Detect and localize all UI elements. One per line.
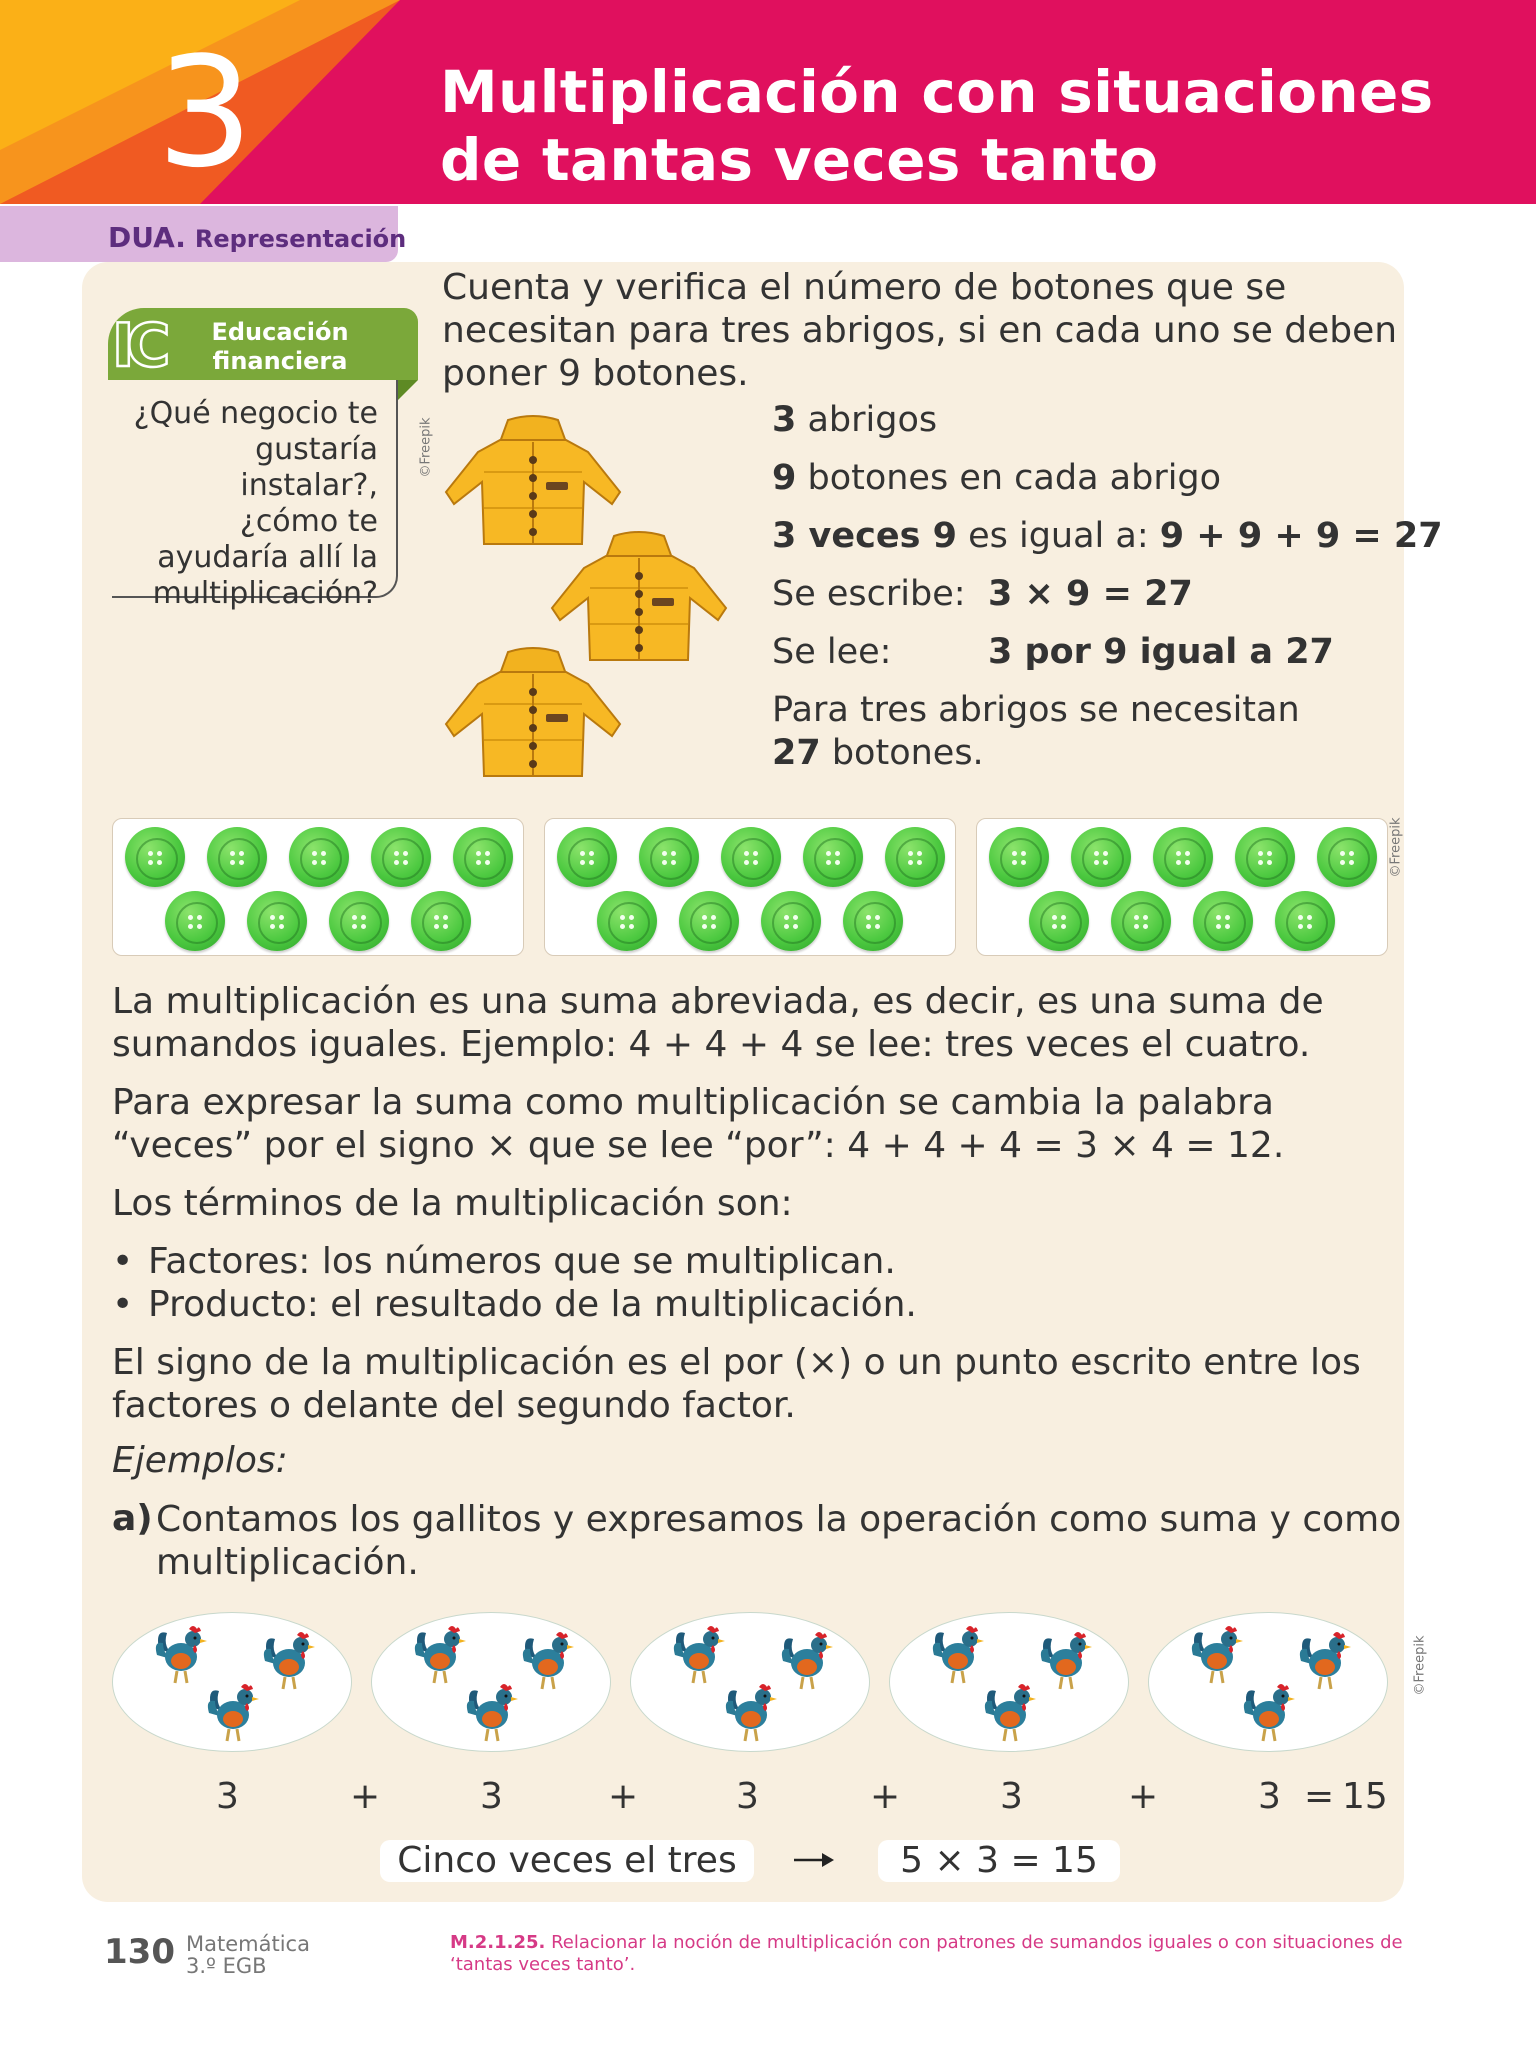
button-hole: [875, 915, 880, 920]
button-hole: [279, 924, 284, 929]
sum-addend: 3: [736, 1776, 759, 1817]
paragraph-line: “veces” por el signo × que se lee “por”: 4 + 4 + 4 = 3 × 4 = 12.: [112, 1125, 1285, 1166]
fact-label: Se escribe:: [772, 574, 966, 614]
button-hole: [1012, 860, 1017, 865]
button-hole: [744, 860, 749, 865]
button-icon: [411, 891, 471, 951]
button-icon: [1153, 827, 1213, 887]
button-group: [112, 818, 524, 956]
image-credit: ©Freepik: [1412, 1635, 1428, 1696]
button-hole: [361, 924, 366, 929]
button-hole: [197, 915, 202, 920]
button-hole: [620, 924, 625, 929]
button-hole: [352, 924, 357, 929]
button-group: [976, 818, 1388, 956]
button-hole: [1134, 915, 1139, 920]
button-hole: [1349, 860, 1354, 865]
rooster-icon: [1038, 1625, 1096, 1691]
button-icon: [1071, 827, 1131, 887]
fact-read-value: [988, 632, 1334, 672]
sum-addend: 3: [1258, 1776, 1281, 1817]
button-hole: [1143, 924, 1148, 929]
button-hole: [197, 924, 202, 929]
ic-title-line-2: financiera: [212, 347, 348, 375]
example-line: Contamos los gallitos y expresamos la operación como suma y como: [156, 1499, 1402, 1540]
button-hole: [1258, 860, 1263, 865]
button-hole: [620, 915, 625, 920]
button-hole: [312, 851, 317, 856]
button-icon: [1029, 891, 1089, 951]
button-hole: [580, 851, 585, 856]
rooster-icon: [1189, 1619, 1247, 1685]
button-hole: [662, 860, 667, 865]
button-hole: [1307, 915, 1312, 920]
sum-equals: =: [1304, 1776, 1335, 1817]
button-hole: [1216, 915, 1221, 920]
paragraph-line: sumandos iguales. Ejemplo: 4 + 4 + 4 se lee: tres veces el cuatro.: [112, 1024, 1311, 1065]
button-hole: [1103, 860, 1108, 865]
button-hole: [793, 924, 798, 929]
paragraph-times-sign: [112, 1081, 1412, 1167]
button-icon: [761, 891, 821, 951]
button-hole: [1225, 924, 1230, 929]
fact-equation: 3 × 9 = 27: [988, 574, 1193, 614]
sum-plus: +: [870, 1776, 901, 1817]
button-hole: [1298, 924, 1303, 929]
button-hole: [1185, 851, 1190, 856]
button-hole: [1267, 860, 1272, 865]
paragraph-definition: [112, 980, 1412, 1066]
button-icon: [453, 827, 513, 887]
fact-number: 27: [772, 733, 821, 773]
button-icon: [885, 827, 945, 887]
rooster-group: [889, 1612, 1129, 1752]
button-hole: [917, 851, 922, 856]
button-hole: [403, 851, 408, 856]
title-line-1: Multiplicación con situaciones: [440, 58, 1434, 126]
button-hole: [702, 924, 707, 929]
ic-question: [110, 396, 378, 612]
curriculum-objective: [450, 1932, 1410, 1976]
subject-grade: 3.º EGB: [186, 1954, 267, 1978]
ic-question-line: multiplicación?: [152, 576, 378, 611]
button-icon: [639, 827, 699, 887]
bullet-dot-icon: •: [112, 1241, 134, 1282]
button-hole: [1176, 860, 1181, 865]
bullet-dot-icon: •: [112, 1284, 134, 1325]
button-hole: [476, 860, 481, 865]
button-hole: [908, 851, 913, 856]
rooster-icon: [982, 1677, 1040, 1743]
button-icon: [371, 827, 431, 887]
ic-question-line: ¿cómo te: [239, 504, 378, 539]
button-hole: [239, 851, 244, 856]
title-line-2: de tantas veces tanto: [440, 126, 1159, 194]
dua-label: [108, 221, 406, 254]
button-hole: [279, 915, 284, 920]
button-hole: [826, 851, 831, 856]
button-icon: [989, 827, 1049, 887]
rooster-icon: [153, 1619, 211, 1685]
sum-addend: 3: [480, 1776, 503, 1817]
jacket-illustration: [438, 644, 628, 784]
button-icon: [1235, 827, 1295, 887]
fact-repeated-sum: [772, 516, 1443, 556]
rooster-group: [371, 1612, 611, 1752]
button-hole: [352, 915, 357, 920]
fact-number: 3: [772, 400, 797, 440]
button-hole: [157, 860, 162, 865]
button-hole: [394, 851, 399, 856]
bullet-factors: [112, 1240, 1412, 1283]
button-hole: [1021, 851, 1026, 856]
fact-read: [772, 632, 891, 672]
ic-title-line-1: Educación: [211, 318, 349, 346]
rooster-icon: [1241, 1677, 1299, 1743]
rooster-icon: [261, 1625, 319, 1691]
button-hole: [826, 860, 831, 865]
button-hole: [1258, 851, 1263, 856]
fact-bold: 3 veces 9: [772, 516, 957, 556]
button-hole: [744, 851, 749, 856]
button-hole: [1298, 915, 1303, 920]
image-credit: ©Freepik: [418, 417, 434, 478]
button-hole: [230, 851, 235, 856]
button-hole: [1349, 851, 1354, 856]
button-icon: [597, 891, 657, 951]
page-title: [440, 58, 1500, 194]
button-hole: [1052, 915, 1057, 920]
example-a-label: a): [112, 1498, 153, 1539]
button-icon: [679, 891, 739, 951]
button-hole: [230, 860, 235, 865]
button-hole: [580, 860, 585, 865]
ic-logo-icon: [108, 312, 188, 376]
button-hole: [1052, 924, 1057, 929]
paragraph-line: El signo de la multiplicación es el por (×) o un punto escrito entre los: [112, 1342, 1361, 1383]
intro-text: [442, 266, 1442, 395]
button-hole: [702, 915, 707, 920]
ic-question-line: ayudaría allí la: [157, 540, 378, 575]
rooster-icon: [723, 1677, 781, 1743]
example-line: multiplicación.: [156, 1542, 419, 1583]
button-hole: [188, 924, 193, 929]
fact-text: abrigos: [796, 400, 938, 440]
button-hole: [1307, 924, 1312, 929]
button-hole: [1134, 924, 1139, 929]
dua-tab: [0, 206, 407, 262]
button-hole: [1340, 860, 1345, 865]
fact-written: [772, 574, 966, 614]
button-icon: [843, 891, 903, 951]
button-hole: [1143, 915, 1148, 920]
button-hole: [629, 915, 634, 920]
button-icon: [1317, 827, 1377, 887]
button-icon: [207, 827, 267, 887]
dua-label-rest: Representación: [194, 225, 407, 253]
button-hole: [711, 924, 716, 929]
button-icon: [165, 891, 225, 951]
sum-plus: +: [1128, 1776, 1159, 1817]
button-hole: [589, 860, 594, 865]
rooster-icon: [520, 1625, 578, 1691]
button-icon: [1275, 891, 1335, 951]
button-hole: [908, 860, 913, 865]
button-hole: [1267, 851, 1272, 856]
paragraph-sign: [112, 1341, 1412, 1427]
bullet-product: [112, 1283, 1412, 1326]
button-hole: [270, 924, 275, 929]
button-hole: [629, 924, 634, 929]
rooster-icon: [464, 1677, 522, 1743]
button-hole: [1021, 860, 1026, 865]
words-pill: Cinco veces el tres: [380, 1840, 754, 1882]
subject-label: [186, 1933, 310, 1977]
page-number: 130: [104, 1932, 175, 1972]
fact-buttons-per-coat: [772, 458, 1221, 498]
button-hole: [662, 851, 667, 856]
button-hole: [866, 915, 871, 920]
button-hole: [270, 915, 275, 920]
button-hole: [671, 860, 676, 865]
button-hole: [148, 851, 153, 856]
rooster-icon: [671, 1619, 729, 1685]
button-hole: [403, 860, 408, 865]
ic-question-line: ¿Qué negocio te: [133, 396, 378, 431]
button-hole: [1094, 860, 1099, 865]
button-hole: [443, 924, 448, 929]
button-icon: [803, 827, 863, 887]
button-hole: [434, 915, 439, 920]
button-hole: [148, 860, 153, 865]
intro-line: poner 9 botones.: [442, 353, 749, 394]
button-hole: [188, 915, 193, 920]
button-hole: [157, 851, 162, 856]
example-a-text: [156, 1498, 1406, 1584]
button-hole: [1185, 860, 1190, 865]
button-icon: [329, 891, 389, 951]
button-hole: [476, 851, 481, 856]
ic-logo-text: IC: [112, 312, 163, 376]
fact-written-value: [988, 574, 1193, 614]
button-hole: [835, 851, 840, 856]
button-hole: [784, 915, 789, 920]
button-hole: [485, 851, 490, 856]
arrow-right-icon: [792, 1850, 836, 1870]
paragraph-terms: Los términos de la multiplicación son:: [112, 1183, 793, 1224]
bullet-text: Factores: los números que se multiplican.: [148, 1241, 896, 1282]
button-hole: [312, 860, 317, 865]
button-hole: [875, 924, 880, 929]
rooster-group: [630, 1612, 870, 1752]
subject-name: Matemática: [186, 1932, 310, 1956]
button-hole: [784, 924, 789, 929]
button-hole: [434, 924, 439, 929]
fact-reading: 3 por 9 igual a 27: [988, 632, 1334, 672]
button-hole: [753, 851, 758, 856]
ic-banner-fold: [398, 380, 418, 400]
button-hole: [835, 860, 840, 865]
button-hole: [1061, 924, 1066, 929]
button-hole: [1103, 851, 1108, 856]
fact-text: botones.: [820, 733, 984, 773]
sum-plus: +: [350, 1776, 381, 1817]
paragraph-line: factores o delante del segundo factor.: [112, 1385, 796, 1426]
paragraph-line: La multiplicación es una suma abreviada, es decir, es una suma de: [112, 981, 1324, 1022]
ic-title: [190, 318, 370, 376]
button-hole: [321, 851, 326, 856]
rooster-icon: [930, 1619, 988, 1685]
button-hole: [321, 860, 326, 865]
rooster-icon: [779, 1625, 837, 1691]
button-hole: [1176, 851, 1181, 856]
curriculum-code: M.2.1.25.: [450, 1932, 546, 1953]
image-credit: ©Freepik: [1388, 817, 1404, 878]
button-icon: [557, 827, 617, 887]
button-hole: [1225, 915, 1230, 920]
dua-label-bold: DUA.: [108, 221, 186, 254]
button-hole: [793, 915, 798, 920]
ic-question-line: gustaría instalar?,: [240, 432, 378, 503]
button-hole: [866, 924, 871, 929]
rooster-group: [112, 1612, 352, 1752]
sum-addend: 3: [216, 1776, 239, 1817]
fact-coats: [772, 400, 937, 440]
button-hole: [1094, 851, 1099, 856]
unit-number: 3: [156, 24, 254, 201]
button-icon: [125, 827, 185, 887]
fact-conclusion: [772, 690, 1300, 730]
button-hole: [711, 915, 716, 920]
button-hole: [485, 860, 490, 865]
rooster-group: [1148, 1612, 1388, 1752]
rooster-icon: [412, 1619, 470, 1685]
button-hole: [671, 851, 676, 856]
rooster-icon: [205, 1677, 263, 1743]
button-hole: [1061, 915, 1066, 920]
rooster-icon: [1297, 1625, 1355, 1691]
button-icon: [247, 891, 307, 951]
button-hole: [1340, 851, 1345, 856]
button-hole: [1216, 924, 1221, 929]
sum-total: 15: [1342, 1776, 1388, 1817]
sum-plus: +: [608, 1776, 639, 1817]
intro-line: Cuenta y verifica el número de botones que se: [442, 267, 1287, 308]
button-icon: [289, 827, 349, 887]
button-hole: [239, 860, 244, 865]
bullet-text: Producto: el resultado de la multiplicación.: [148, 1284, 917, 1325]
fact-text: es igual a:: [956, 516, 1160, 556]
button-hole: [361, 915, 366, 920]
sum-addend: 3: [1000, 1776, 1023, 1817]
button-icon: [1111, 891, 1171, 951]
button-hole: [589, 851, 594, 856]
button-hole: [753, 860, 758, 865]
button-hole: [443, 915, 448, 920]
button-hole: [917, 860, 922, 865]
fact-text: botones en cada abrigo: [796, 458, 1222, 498]
product-pill: 5 × 3 = 15: [878, 1840, 1120, 1882]
button-icon: [1193, 891, 1253, 951]
fact-label: Se lee:: [772, 632, 892, 672]
button-icon: [721, 827, 781, 887]
fact-conclusion-result: [772, 733, 984, 773]
button-hole: [394, 860, 399, 865]
intro-line: necesitan para tres abrigos, si en cada uno se deben: [442, 310, 1398, 351]
examples-heading: Ejemplos:: [112, 1440, 288, 1481]
fact-text: Para tres abrigos se necesitan: [772, 690, 1300, 730]
button-hole: [1012, 851, 1017, 856]
fact-equation: 9 + 9 + 9 = 27: [1159, 516, 1443, 556]
curriculum-description: Relacionar la noción de multiplicación con patrones de sumandos iguales o con situaciones de ‘tantas veces tanto’.: [450, 1932, 1403, 1975]
button-group: [544, 818, 956, 956]
fact-number: 9: [772, 458, 797, 498]
paragraph-line: Para expresar la suma como multiplicación se cambia la palabra: [112, 1082, 1274, 1123]
